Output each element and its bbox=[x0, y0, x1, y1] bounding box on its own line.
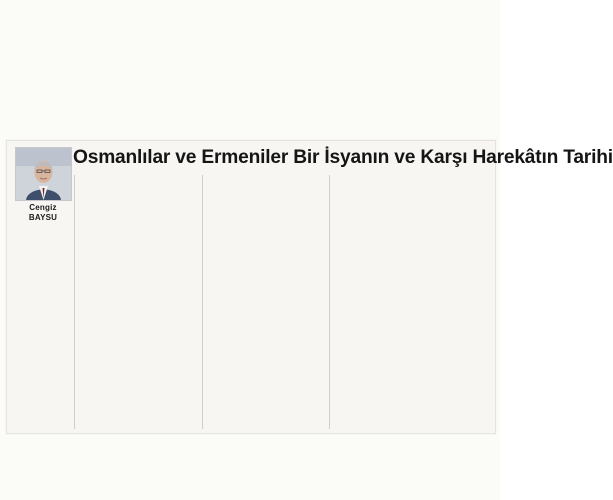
column-divider bbox=[202, 175, 203, 429]
article-column-1 bbox=[15, 217, 73, 429]
author-photo bbox=[15, 147, 72, 201]
author-byline: Cengiz BAYSU bbox=[28, 203, 58, 222]
column-divider bbox=[74, 175, 75, 429]
author-portrait-icon bbox=[16, 148, 71, 200]
article-headline: Osmanlılar ve Ermeniler Bir İsyanın ve Karşı Harekâtın Tarihi bbox=[73, 147, 613, 168]
article-column-4 bbox=[331, 177, 491, 427]
newspaper-clipping bbox=[6, 140, 613, 434]
article-column-2 bbox=[77, 177, 200, 427]
column-divider bbox=[329, 175, 330, 429]
article-column-3 bbox=[204, 177, 327, 427]
